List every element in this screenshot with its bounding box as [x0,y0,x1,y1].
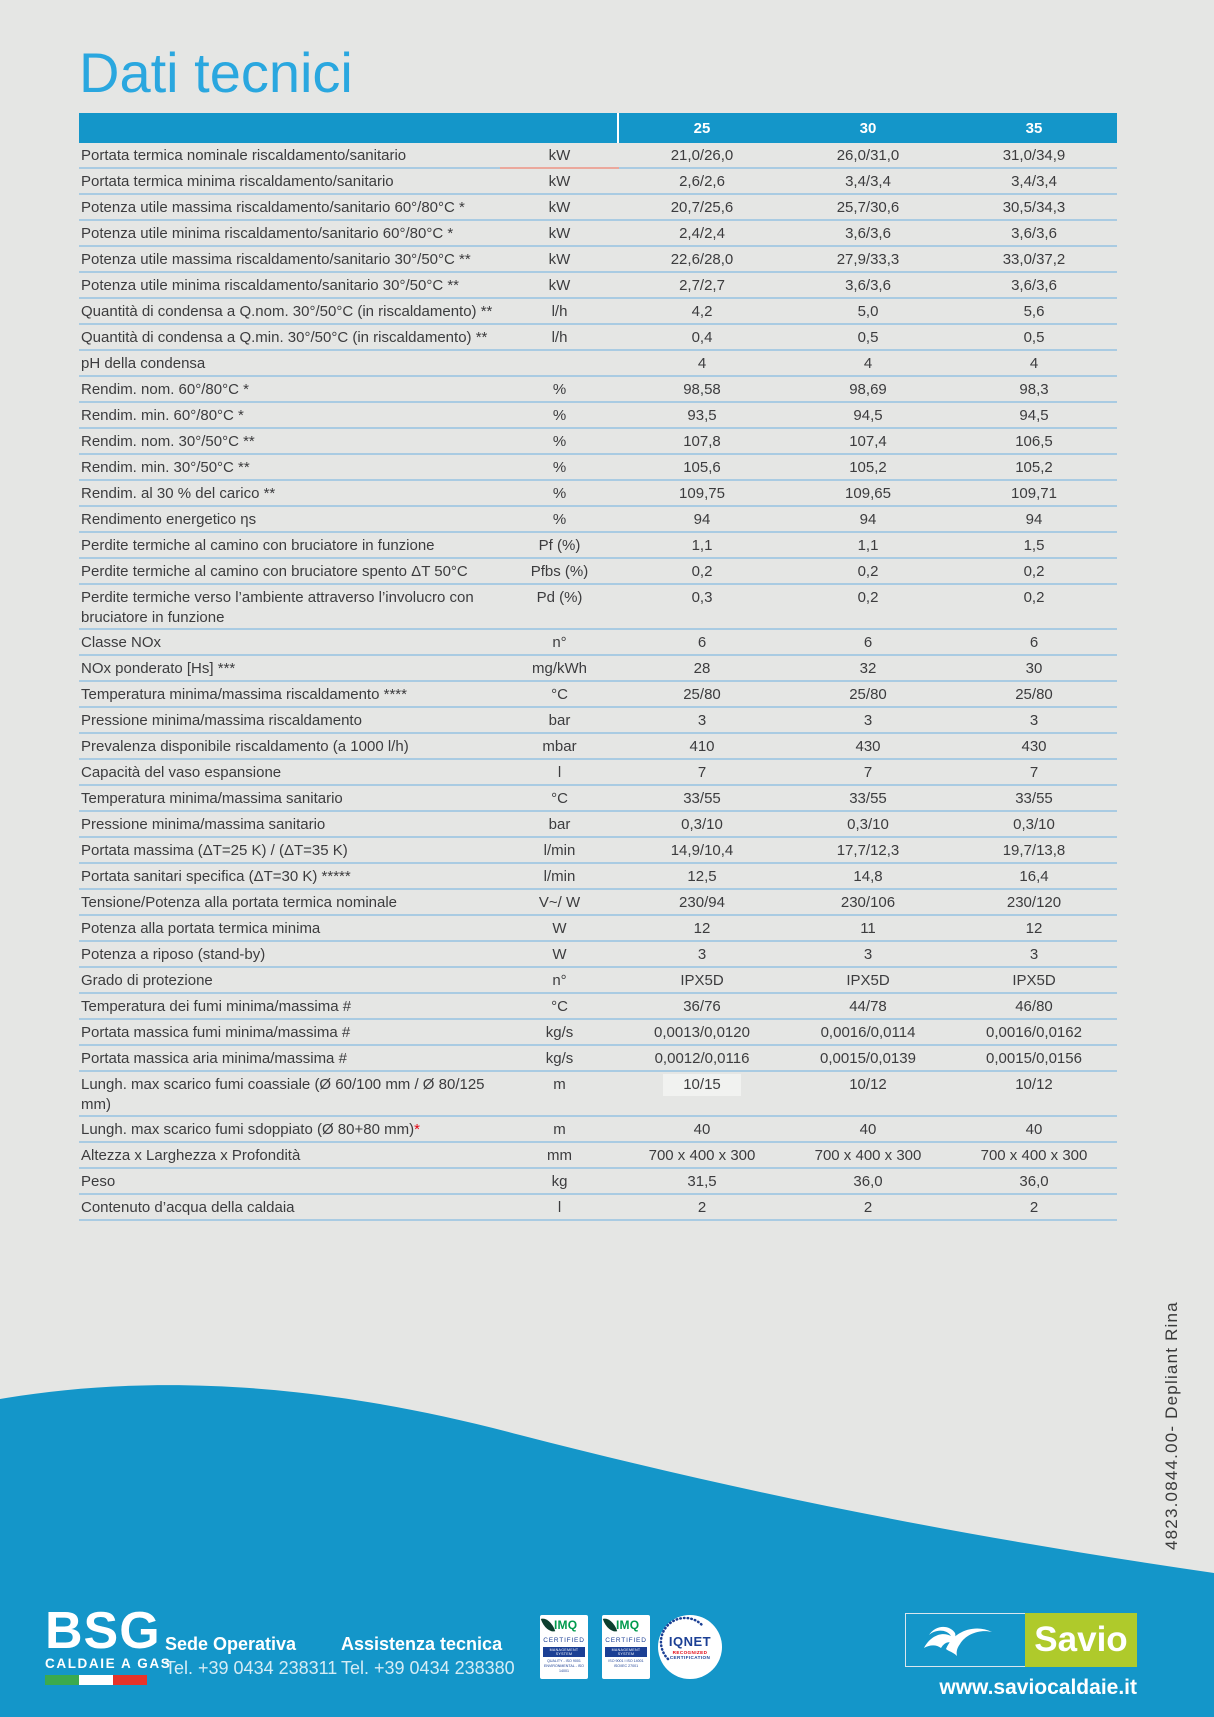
row-unit: l/h [551,303,568,320]
row-value-30: 0,0015/0,0139 [820,1050,916,1067]
row-label: Pressione minima/massima sanitario [81,816,326,833]
row-value-25: 0,3/10 [681,816,723,833]
row-value-35: 94,5 [1019,407,1049,424]
row-value-25: 230/94 [679,894,725,911]
italian-flag-icon [45,1675,147,1685]
row-value-30: 36,0 [853,1173,883,1190]
table-row [79,195,1117,221]
imq-iso-lines: QUALITY - ISO 9001 ENVIRONMENTAL - ISO 14001 [544,1659,584,1673]
row-value-35: 105,2 [1015,459,1053,476]
row-value-30: 14,8 [853,868,883,885]
row-value-25: 20,7/25,6 [670,199,734,216]
row-label: Potenza utile minima riscaldamento/sanitario 60°/80°C * [81,225,454,242]
table-row [79,968,1117,994]
row-value-35: 25/80 [1015,686,1053,703]
row-value-35: 3,4/3,4 [1011,173,1057,190]
table-row [79,630,1117,656]
savio-brand-text: Savio [1034,1620,1128,1659]
row-value-30: 3 [863,712,873,729]
row-value-30: 107,4 [849,433,887,450]
row-label: Classe NOx [81,634,162,651]
row-value-35: 0,0016/0,0162 [986,1024,1082,1041]
row-label: Rendim. min. 60°/80°C * [81,407,244,424]
row-value-35: 3 [1029,946,1039,963]
row-label: Tensione/Potenza alla portata termica nominale [81,894,398,911]
row-value-25: 10/15 [619,1072,785,1115]
row-value-35: 7 [1029,764,1039,781]
row-label: Portata termica nominale riscaldamento/sanitario [81,147,407,164]
row-value-35: 0,2 [1023,589,1045,606]
row-unit: % [552,511,567,528]
table-row [79,1169,1117,1195]
row-unit: V~/ W [538,894,581,911]
row-value-35: 33,0/37,2 [1002,251,1066,268]
row-unit: kg [551,1173,568,1190]
table-row [79,585,1117,630]
table-row [79,507,1117,533]
row-unit: % [552,485,567,502]
table-row [79,377,1117,403]
row-label: Portata sanitari specifica (ΔT=30 K) ***** [81,868,351,885]
row-value-30: 40 [859,1121,877,1138]
row-value-25: 14,9/10,4 [670,842,734,859]
table-row [79,890,1117,916]
row-value-35: 0,0015/0,0156 [986,1050,1082,1067]
savio-logo-green-panel [1025,1613,1137,1667]
row-value-25: 0,4 [691,329,713,346]
row-unit: % [552,381,567,398]
contact-assistenza-tecnica [341,1634,531,1679]
table-row [79,455,1117,481]
row-unit: % [552,407,567,424]
row-unit: °C [551,998,568,1015]
row-unit: mm [547,1147,572,1164]
imq-brand: IMQ [554,1618,578,1632]
row-value-25: 22,6/28,0 [670,251,734,268]
contact-title: Assistenza tecnica [341,1634,503,1654]
row-unit: % [552,433,567,450]
table-row [79,1195,1117,1221]
row-value-25: 93,5 [687,407,717,424]
row-value-30: 700 x 400 x 300 [814,1147,922,1164]
row-value-25: 6 [697,634,707,651]
table-row [79,1143,1117,1169]
row-value-30: 1,1 [857,537,879,554]
row-value-30: 6 [863,634,873,651]
table-row [79,864,1117,890]
row-label: Rendim. nom. 30°/50°C ** [81,433,255,450]
row-value-30: 0,2 [857,563,879,580]
table-row [79,1020,1117,1046]
row-value-30: 0,5 [857,329,879,346]
iqnet-dotted-arc-icon [658,1615,722,1679]
row-unit: l [557,764,562,781]
savio-bird-icon [916,1618,1016,1662]
row-value-30: 98,69 [849,381,887,398]
row-value-30: 33/55 [849,790,887,807]
table-row [79,221,1117,247]
row-value-35: 40 [1025,1121,1043,1138]
row-label: Grado di protezione [81,972,213,989]
row-value-25: 33/55 [683,790,721,807]
row-value-35: 46/80 [1015,998,1053,1015]
row-unit: m [553,1121,566,1138]
table-row [79,994,1117,1020]
table-row [79,1117,1117,1143]
row-label: Portata termica minima riscaldamento/sanitario [81,173,394,190]
row-label: Portata massima (ΔT=25 K) / (ΔT=35 K) [81,842,348,859]
row-value-25: IPX5D [680,972,724,989]
row-value-30: 0,3/10 [847,816,889,833]
table-row [79,143,1117,169]
row-value-30: 94 [859,511,877,528]
contact-title: Sede Operativa [165,1634,297,1654]
row-value-35: 30 [1025,660,1043,677]
row-value-35: 3 [1029,712,1039,729]
row-value-35: 3,6/3,6 [1011,277,1057,294]
savio-website-link[interactable]: www.saviocaldaie.it [939,1676,1137,1699]
table-row [79,682,1117,708]
row-value-25: 109,75 [679,485,725,502]
row-value-30: 430 [855,738,881,755]
table-row [79,273,1117,299]
header-empty-cell [79,113,619,143]
table-row [79,351,1117,377]
row-value-30: 27,9/33,3 [836,251,900,268]
row-value-35: 4 [1029,355,1039,372]
row-value-25: 105,6 [683,459,721,476]
row-value-35: 36,0 [1019,1173,1049,1190]
row-unit: m [553,1076,566,1093]
row-label: Lungh. max scarico fumi sdoppiato (Ø 80+80 mm)* [81,1121,420,1138]
row-unit: Pfbs (%) [530,563,589,580]
row-value-30: 105,2 [849,459,887,476]
row-unit [500,351,619,375]
row-value-35: 230/120 [1006,894,1062,911]
row-label: Temperatura minima/massima riscaldamento **** [81,686,407,703]
row-value-30: 5,0 [857,303,879,320]
table-row [79,734,1117,760]
row-value-35: 6 [1029,634,1039,651]
row-value-30: 109,65 [845,485,891,502]
imq-certified-label: CERTIFIED [543,1637,585,1644]
header-col-30: 30 [859,119,877,137]
row-value-25: 0,3 [691,589,713,606]
table-row [79,708,1117,734]
row-value-25: 21,0/26,0 [670,147,734,164]
row-label: Temperatura dei fumi minima/massima # [81,998,352,1015]
row-unit: % [552,459,567,476]
row-unit: kW [548,251,571,268]
row-value-35: 30,5/34,3 [1002,199,1066,216]
row-label: Potenza a riposo (stand-by) [81,946,266,963]
row-value-25: 12 [693,920,711,937]
row-value-35: 0,3/10 [1013,816,1055,833]
row-value-25: 28 [693,660,711,677]
row-label: Capacità del vaso espansione [81,764,282,781]
table-row [79,786,1117,812]
table-row [79,916,1117,942]
row-value-25: 40 [693,1121,711,1138]
row-unit: Pf (%) [538,537,581,554]
row-value-25: 4 [697,355,707,372]
iqnet-brand: IQNET [668,1634,712,1649]
row-value-35: 106,5 [1015,433,1053,450]
row-value-35: 12 [1025,920,1043,937]
row-value-25: 94 [693,511,711,528]
row-value-35: 33/55 [1015,790,1053,807]
table-row [79,656,1117,682]
row-value-30: IPX5D [846,972,890,989]
row-value-35: 98,3 [1019,381,1049,398]
row-unit: mg/kWh [531,660,587,677]
row-value-30: 44/78 [849,998,887,1015]
row-value-25: 0,2 [691,563,713,580]
row-unit: °C [551,686,568,703]
row-unit: kg/s [545,1024,574,1041]
row-value-25: 0,0013/0,0120 [654,1024,750,1041]
savio-logo [905,1613,1137,1667]
row-label: Perdite termiche al camino con bruciatore spento ΔT 50°C [81,563,468,580]
red-asterisk: * [414,1121,420,1138]
row-label: Potenza utile massima riscaldamento/sanitario 60°/80°C * [81,199,465,216]
row-value-25: 1,1 [691,537,713,554]
row-unit: l/h [551,329,568,346]
bsg-logo-text: BSG [45,1602,161,1660]
header-col-25: 25 [693,119,711,137]
table-row [79,481,1117,507]
row-value-25: 107,8 [683,433,721,450]
row-value-30: 230/106 [840,894,896,911]
row-value-35: 2 [1029,1199,1039,1216]
row-label: Altezza x Larghezza x Profondità [81,1147,301,1164]
row-value-35: 0,5 [1023,329,1045,346]
row-value-25: 3 [697,946,707,963]
row-value-30: 26,0/31,0 [836,147,900,164]
row-value-35: 5,6 [1023,303,1045,320]
row-unit: kW [548,173,571,190]
row-label: NOx ponderato [Hs] *** [81,660,236,677]
row-value-25: 3 [697,712,707,729]
row-value-35: 16,4 [1019,868,1049,885]
row-value-35: 1,5 [1023,537,1045,554]
row-unit: n° [552,972,567,989]
row-label: Portata massica fumi minima/massima # [81,1024,351,1041]
row-value-35: 19,7/13,8 [1002,842,1066,859]
row-label: Rendimento energetico ηs [81,511,257,528]
row-value-30: 11 [860,920,876,937]
table-row [79,1072,1117,1117]
contact-phone: Tel. +39 0434 238380 [341,1658,515,1678]
row-value-25: 25/80 [683,686,721,703]
table-row [79,325,1117,351]
row-unit: kg/s [545,1050,574,1067]
row-value-35: 94 [1025,511,1043,528]
row-label: Potenza utile minima riscaldamento/sanitario 30°/50°C ** [81,277,460,294]
row-label: Potenza alla portata termica minima [81,920,321,937]
page-title: Dati tecnici [79,41,353,104]
table-row [79,403,1117,429]
row-unit: W [552,946,567,963]
row-value-35: 31,0/34,9 [1002,147,1066,164]
row-unit: l [557,1199,562,1216]
table-row [79,559,1117,585]
row-label: Rendim. nom. 60°/80°C * [81,381,249,398]
table-row [79,169,1117,195]
row-value-30: 2 [863,1199,873,1216]
row-unit: Pd (%) [536,589,583,606]
row-value-30: 10/12 [849,1076,887,1093]
row-value-30: 17,7/12,3 [836,842,900,859]
row-value-30: 0,2 [857,589,879,606]
imq-certified-badge-2 [602,1615,650,1679]
table-row [79,812,1117,838]
row-value-35: 0,2 [1023,563,1045,580]
table-header [79,113,1117,143]
row-label: Potenza utile massima riscaldamento/sanitario 30°/50°C ** [81,251,471,268]
iqnet-recognized-label: RECOGNIZED [672,1650,708,1655]
table-row [79,533,1117,559]
row-value-25: 4,2 [691,303,713,320]
row-label: Perdite termiche al camino con bruciatore in funzione [81,537,435,554]
row-unit: mbar [542,738,577,755]
row-value-25: 2 [697,1199,707,1216]
bsg-logo-subtitle: CALDAIE A GAS [45,1656,172,1671]
row-unit: l/min [543,868,576,885]
row-label: Pressione minima/massima riscaldamento [81,712,362,729]
row-value-35: 700 x 400 x 300 [980,1147,1088,1164]
row-value-30: 25,7/30,6 [836,199,900,216]
row-value-30: 4 [863,355,873,372]
row-value-30: 3,6/3,6 [845,225,891,242]
row-label: Quantità di condensa a Q.nom. 30°/50°C (in riscaldamento) ** [81,303,493,320]
row-label: Lungh. max scarico fumi coassiale (Ø 60/100 mm / Ø 80/125 mm) [81,1076,485,1113]
row-value-35: 430 [1021,738,1047,755]
document-code-vertical: 4823.0844.00- Depliant Rina [1162,1301,1181,1550]
row-value-30: 7 [863,764,873,781]
savio-logo-blue-panel [905,1613,1025,1667]
header-col-35: 35 [1025,119,1043,137]
row-unit: kW [548,225,571,242]
row-unit: kW [548,277,571,294]
table-row [79,299,1117,325]
row-unit: bar [548,712,571,729]
row-value-30: 94,5 [853,407,883,424]
row-value-25: 98,58 [683,381,721,398]
row-value-35: 10/12 [1015,1076,1053,1093]
table-row [79,838,1117,864]
row-label: Quantità di condensa a Q.min. 30°/50°C (in riscaldamento) ** [81,329,488,346]
iqnet-badge [658,1615,722,1679]
table-row [79,429,1117,455]
row-value-25: 410 [689,738,715,755]
row-label: Perdite termiche verso l’ambiente attraverso l’involucro con bruciatore in funzione [81,589,474,626]
row-value-30: 3,4/3,4 [845,173,891,190]
row-value-25: 2,6/2,6 [679,173,725,190]
row-unit: W [552,920,567,937]
row-value-25: 2,4/2,4 [679,225,725,242]
row-unit: kW [548,199,571,216]
row-label: Peso [81,1173,116,1190]
contact-sede-operativa [165,1634,355,1679]
row-label: Rendim. al 30 % del carico ** [81,485,276,502]
row-value-30: 32 [859,660,877,677]
row-value-30: 25/80 [849,686,887,703]
row-label: Prevalenza disponibile riscaldamento (a 1000 l/h) [81,738,409,755]
row-unit: kW [500,143,619,167]
technical-data-table [79,113,1117,1221]
row-label: Portata massica aria minima/massima # [81,1050,347,1067]
row-value-30: 3 [863,946,873,963]
row-value-25: 31,5 [687,1173,717,1190]
imq-brand: IMQ [616,1618,640,1632]
row-label: pH della condensa [81,355,206,372]
row-value-35: 109,71 [1011,485,1057,502]
imq-band-label: MANAGEMENT SYSTEM [605,1647,647,1657]
row-value-35: IPX5D [1012,972,1056,989]
row-unit: l/min [543,842,576,859]
imq-certified-label: CERTIFIED [605,1637,647,1644]
row-label: Temperatura minima/massima sanitario [81,790,343,807]
iqnet-certification-label: CERTIFICATION [669,1655,711,1660]
row-unit: bar [548,816,571,833]
row-value-25: 2,7/2,7 [679,277,725,294]
row-value-25: 36/76 [683,998,721,1015]
row-value-25: 700 x 400 x 300 [648,1147,756,1164]
table-row [79,247,1117,273]
row-value-35: 3,6/3,6 [1011,225,1057,242]
table-row [79,1046,1117,1072]
row-label: Rendim. min. 30°/50°C ** [81,459,250,476]
row-label: Contenuto d’acqua della caldaia [81,1199,295,1216]
contact-phone: Tel. +39 0434 238311 [165,1658,338,1678]
imq-certified-badge-1 [540,1615,588,1679]
row-unit: °C [551,790,568,807]
imq-iso-lines: ISO 9001 I ISO 14001 ISO/IEC 27001 [608,1659,644,1668]
row-value-25: 0,0012/0,0116 [654,1050,750,1067]
table-body [79,143,1117,1221]
row-value-30: 0,0016/0,0114 [820,1024,916,1041]
row-value-25: 7 [697,764,707,781]
imq-band-label: MANAGEMENT SYSTEM [543,1647,585,1657]
row-unit: n° [552,634,567,651]
table-row [79,942,1117,968]
row-value-25: 12,5 [687,868,717,885]
row-value-30: 3,6/3,6 [845,277,891,294]
table-row [79,760,1117,786]
